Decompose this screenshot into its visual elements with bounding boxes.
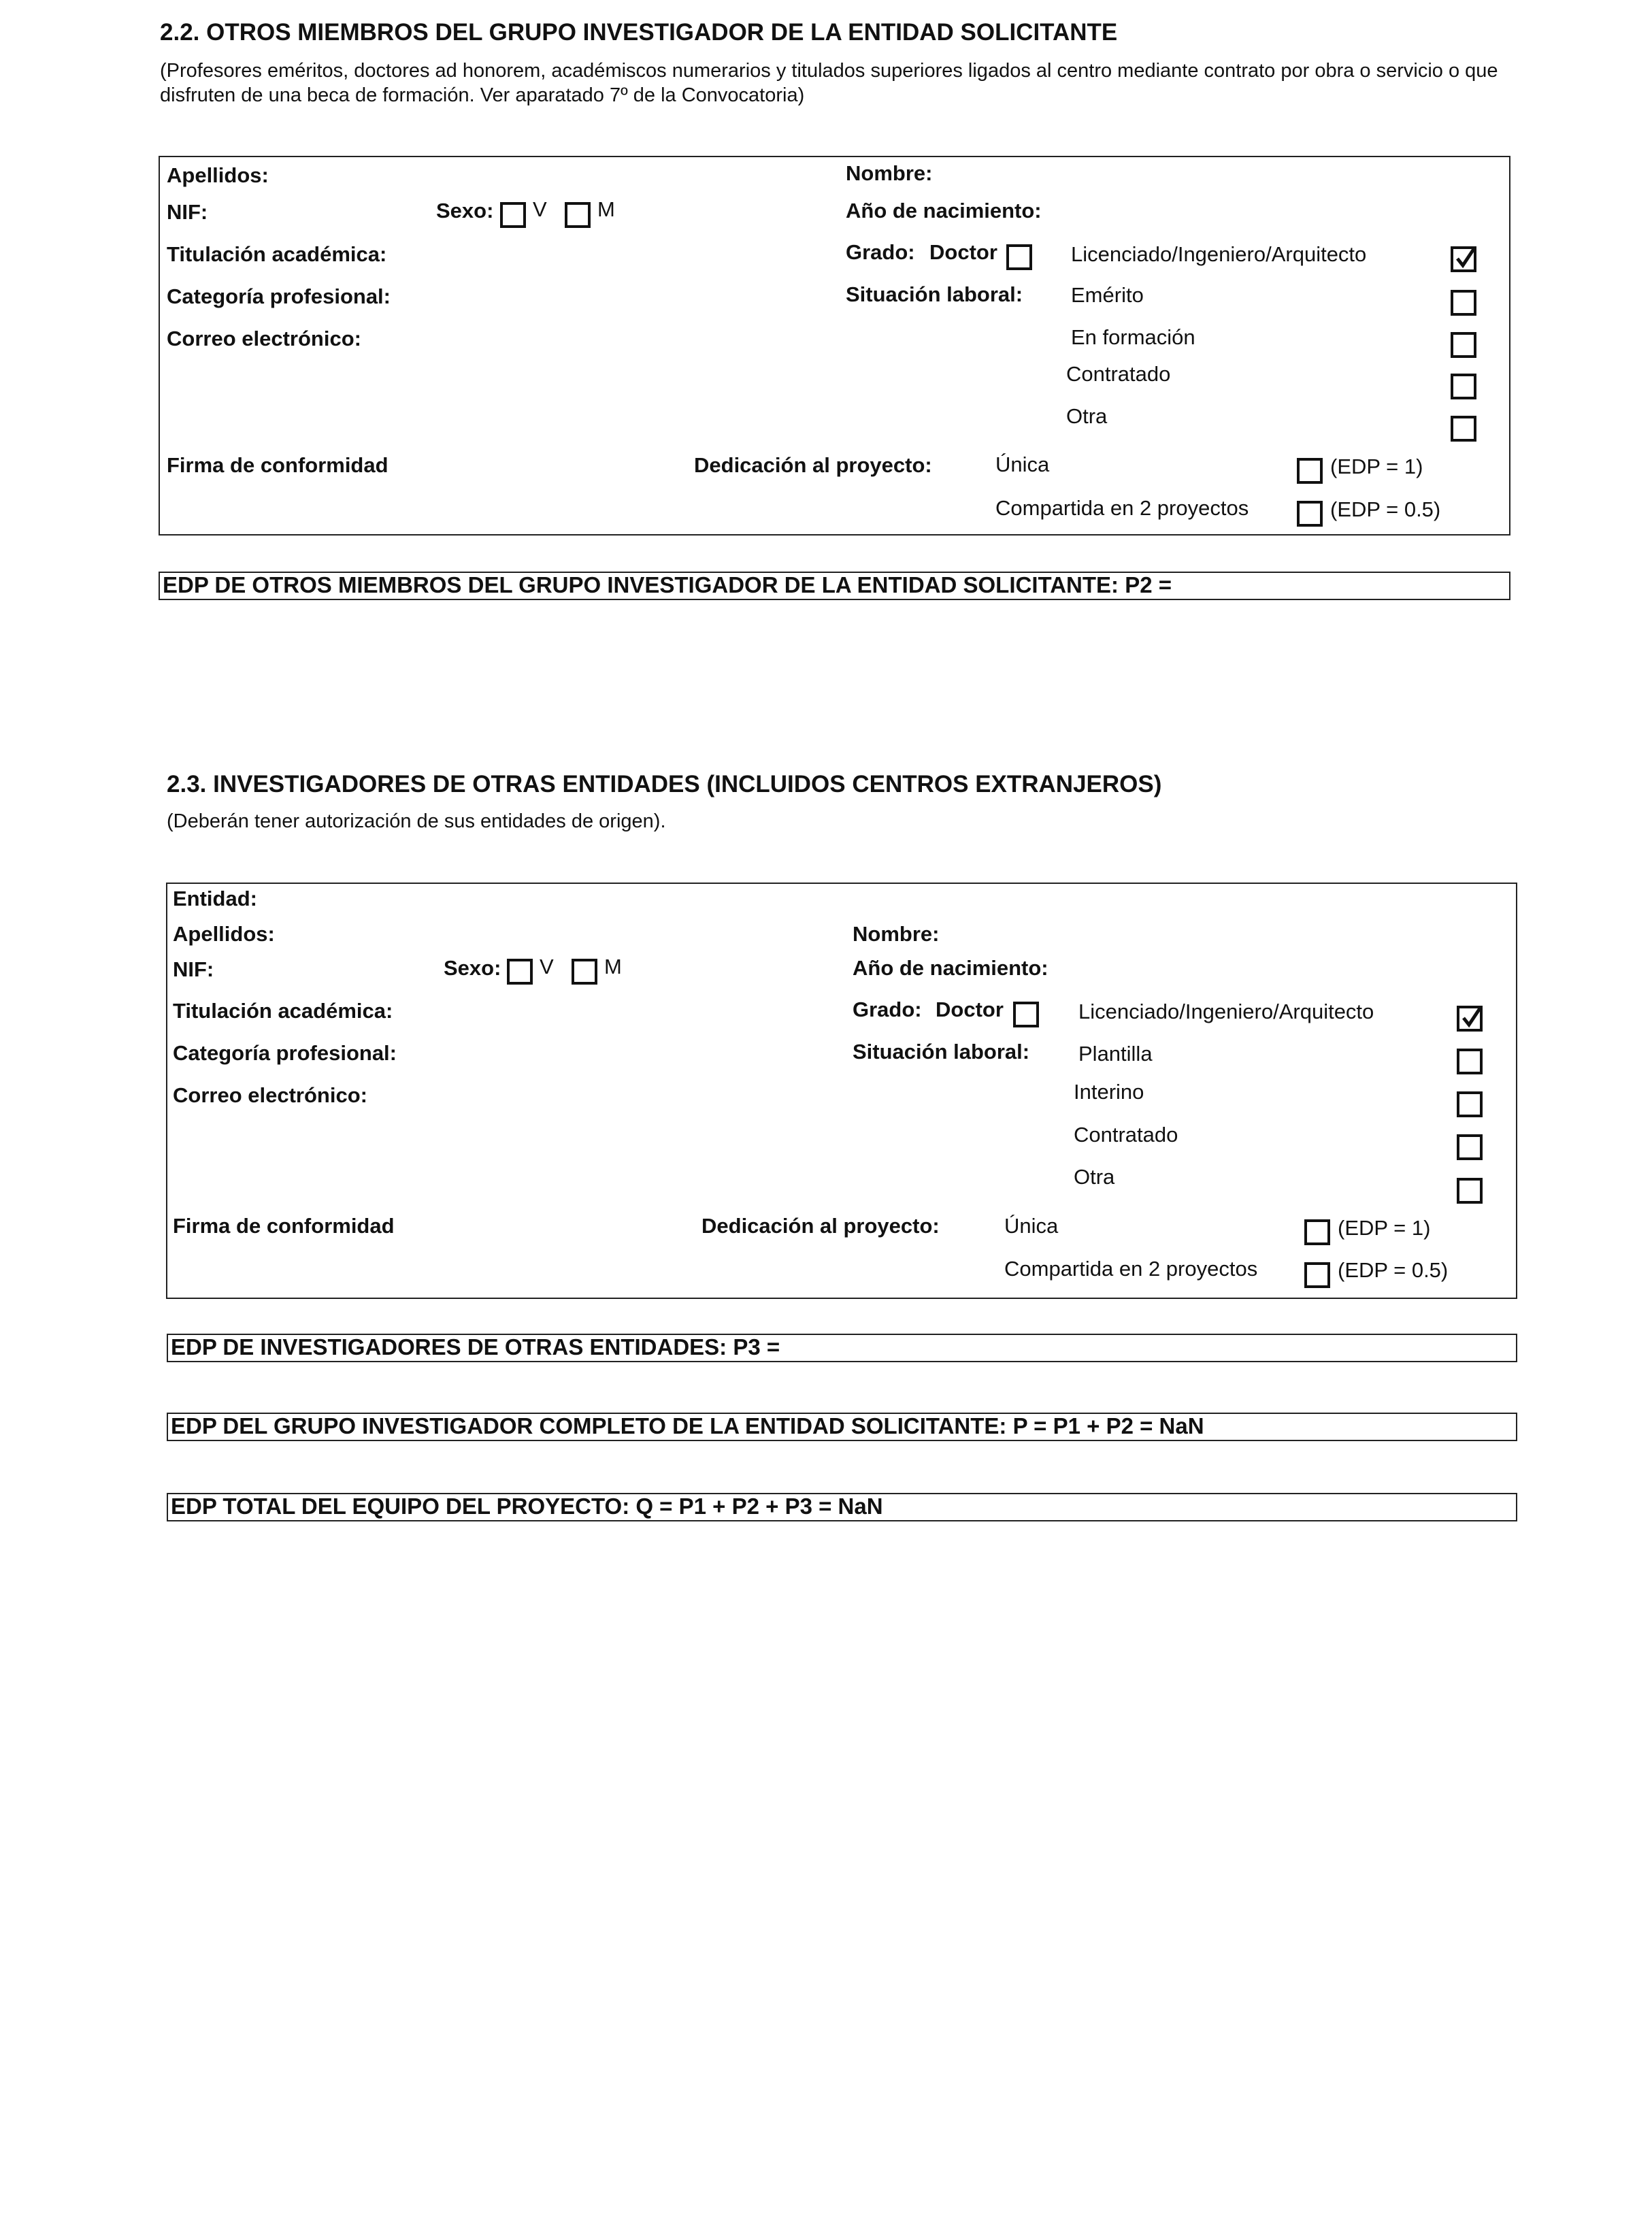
- nif-label: NIF:: [167, 200, 208, 224]
- licenciado-checkbox-23[interactable]: [1457, 1006, 1483, 1032]
- situacion-option-contratado-23: Contratado: [1074, 1123, 1178, 1147]
- apellidos-label: Apellidos:: [167, 163, 269, 187]
- titulacion-label-23: Titulación académica:: [173, 999, 393, 1023]
- sexo-m-checkbox[interactable]: [565, 202, 591, 228]
- situacion-interino-checkbox[interactable]: [1457, 1091, 1483, 1117]
- sexo-v-checkbox[interactable]: [500, 202, 526, 228]
- dedicacion-unica-label-23: Única: [1004, 1214, 1059, 1238]
- edp05-label: (EDP = 0.5): [1330, 497, 1441, 521]
- sexo-v-label: V: [533, 197, 547, 221]
- dedicacion-label-23: Dedicación al proyecto:: [701, 1214, 940, 1238]
- sexo-label-23: Sexo:: [444, 956, 501, 980]
- situacion-contratado-checkbox[interactable]: [1451, 374, 1476, 399]
- nif-label-23: NIF:: [173, 957, 214, 981]
- checkmark-icon: [1461, 1007, 1481, 1029]
- situacion-label-23: Situación laboral:: [853, 1040, 1030, 1064]
- edp-grupo-line: EDP DEL GRUPO INVESTIGADOR COMPLETO DE LA ENTIDAD SOLICITANTE: P = P1 + P2 = NaN: [167, 1413, 1517, 1441]
- titulacion-label: Titulación académica:: [167, 242, 387, 266]
- doctor-checkbox[interactable]: [1006, 244, 1032, 270]
- grado-label: Grado:: [846, 240, 915, 264]
- situacion-option-otra-23: Otra: [1074, 1165, 1115, 1189]
- dedicacion-label: Dedicación al proyecto:: [694, 453, 932, 477]
- categoria-label: Categoría profesional:: [167, 284, 391, 308]
- situacion-option-interino: Interino: [1074, 1080, 1144, 1104]
- dedicacion-unica-label: Única: [995, 452, 1050, 476]
- situacion-label: Situación laboral:: [846, 282, 1023, 306]
- edp1-label-23: (EDP = 1): [1338, 1216, 1431, 1240]
- situacion-contratado-checkbox-23[interactable]: [1457, 1134, 1483, 1160]
- licenciado-label: Licenciado/Ingeniero/Arquitecto: [1071, 242, 1367, 266]
- section-23-subtitle: (Deberán tener autorización de sus entidades de origen).: [167, 810, 666, 832]
- situacion-option-otra: Otra: [1066, 404, 1108, 428]
- dedicacion-unica-checkbox[interactable]: [1297, 458, 1323, 484]
- correo-label-23: Correo electrónico:: [173, 1083, 367, 1107]
- edp05-label-23: (EDP = 0.5): [1338, 1258, 1449, 1282]
- nombre-label-23: Nombre:: [853, 922, 940, 946]
- sexo-m-checkbox-23[interactable]: [572, 959, 597, 985]
- dedicacion-compartida-label: Compartida en 2 proyectos: [995, 496, 1249, 520]
- situacion-plantilla-checkbox[interactable]: [1457, 1049, 1483, 1074]
- edp-p3-line: EDP DE INVESTIGADORES DE OTRAS ENTIDADES: P3 =: [167, 1334, 1517, 1362]
- edp-p2-line: EDP DE OTROS MIEMBROS DEL GRUPO INVESTIGADOR DE LA ENTIDAD SOLICITANTE: P2 =: [159, 572, 1510, 600]
- firma-label-23: Firma de conformidad: [173, 1214, 395, 1238]
- apellidos-label-23: Apellidos:: [173, 922, 275, 946]
- situacion-option-contratado: Contratado: [1066, 362, 1171, 386]
- situacion-option-formacion: En formación: [1071, 325, 1195, 349]
- situacion-emerito-checkbox[interactable]: [1451, 290, 1476, 316]
- licenciado-checkbox[interactable]: [1451, 246, 1476, 272]
- doctor-checkbox-23[interactable]: [1013, 1002, 1039, 1027]
- licenciado-label-23: Licenciado/Ingeniero/Arquitecto: [1078, 1000, 1374, 1023]
- dedicacion-compartida-checkbox[interactable]: [1297, 501, 1323, 527]
- sexo-v-label-23: V: [540, 955, 554, 978]
- doctor-label: Doctor: [929, 240, 997, 264]
- nombre-label: Nombre:: [846, 161, 933, 185]
- entidad-label: Entidad:: [173, 887, 257, 910]
- sexo-m-label: M: [597, 197, 615, 221]
- situacion-otra-checkbox[interactable]: [1451, 416, 1476, 442]
- section-22-title: 2.2. OTROS MIEMBROS DEL GRUPO INVESTIGADOR DE LA ENTIDAD SOLICITANTE: [160, 19, 1118, 46]
- situacion-otra-checkbox-23[interactable]: [1457, 1178, 1483, 1204]
- sexo-label: Sexo:: [436, 199, 494, 223]
- situacion-formacion-checkbox[interactable]: [1451, 332, 1476, 358]
- edp-total-line: EDP TOTAL DEL EQUIPO DEL PROYECTO: Q = P1 + P2 + P3 = NaN: [167, 1493, 1517, 1521]
- dedicacion-compartida-label-23: Compartida en 2 proyectos: [1004, 1257, 1258, 1281]
- doctor-label-23: Doctor: [936, 998, 1004, 1021]
- ano-nacimiento-label-23: Año de nacimiento:: [853, 956, 1048, 980]
- dedicacion-compartida-checkbox-23[interactable]: [1304, 1262, 1330, 1288]
- edp1-label: (EDP = 1): [1330, 455, 1423, 478]
- categoria-label-23: Categoría profesional:: [173, 1041, 397, 1065]
- correo-label: Correo electrónico:: [167, 327, 361, 350]
- grado-label-23: Grado:: [853, 998, 922, 1021]
- section-22-subtitle: (Profesores eméritos, doctores ad honorem, académiscos numerarios y titulados superiores ligados al centro mediante contrato por obra o servicio o que disfruten de una beca de formación. Ver aparatado 7º de la Convocatoria): [160, 60, 1498, 106]
- dedicacion-unica-checkbox-23[interactable]: [1304, 1219, 1330, 1245]
- sexo-v-checkbox-23[interactable]: [507, 959, 533, 985]
- checkmark-icon: [1455, 248, 1475, 269]
- situacion-option-plantilla: Plantilla: [1078, 1042, 1153, 1066]
- sexo-m-label-23: M: [604, 955, 622, 978]
- firma-label: Firma de conformidad: [167, 453, 389, 477]
- section-23-title: 2.3. INVESTIGADORES DE OTRAS ENTIDADES (INCLUIDOS CENTROS EXTRANJEROS): [167, 771, 1162, 797]
- situacion-option-emerito: Emérito: [1071, 283, 1144, 307]
- ano-nacimiento-label: Año de nacimiento:: [846, 199, 1042, 223]
